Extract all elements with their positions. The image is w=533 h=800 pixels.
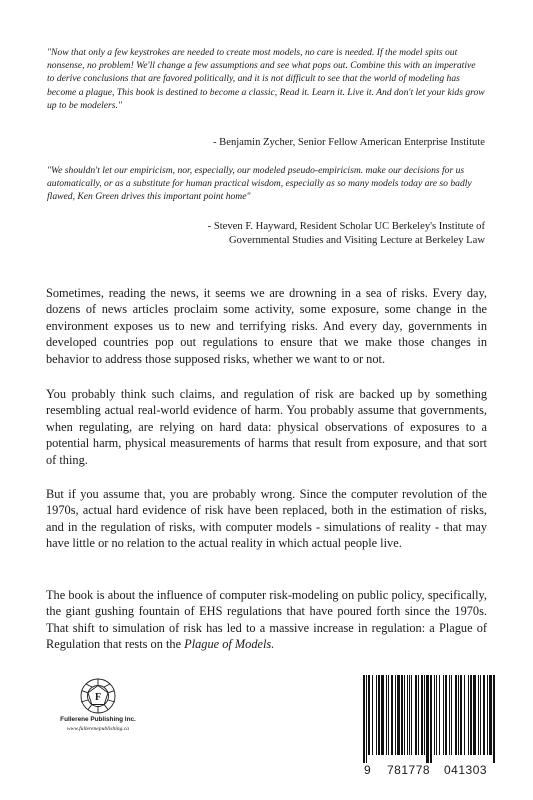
publisher-name: Fullerene Publishing Inc. (60, 716, 136, 723)
body-paragraph-4-italic: Plague of Models. (184, 637, 275, 652)
body-paragraph-3: But if you assume that, you are probably wrong. Since the computer revolution of the 1970s, actual hard evidence of risk have been replaced, both in the estimation of risks, and in the regulation of risks, with computer models - simulations of reality - that may have little or no relation to the actual reality in which actual people live. (46, 487, 487, 551)
body-paragraph-4-text: The book is about the influence of computer risk-modeling on public policy, specifically, the giant gushing fountain of EHS regulations that have poured forth since the 1970s. That shift to simulation of risk has led to a massive increase in regulation: a Plague of Regulation that rests on the (46, 588, 487, 652)
blurb-attribution-hayward (105, 220, 485, 247)
body-paragraph-2: You probably think such claims, and regulation of risk are backed up by something resembling actual real-world evidence of harm. You probably assume that governments, when regulating, are relying on hard data: physical observations of exposures to a potential harm, physical measurements of harms that result from exposure, and that sort of thing. (46, 387, 487, 467)
barcode-digit-prefix: 9 (364, 763, 372, 777)
barcode-digits-right: 041303 (444, 763, 488, 777)
blurb-quote-zycher: "Now that only a few keystrokes are needed to create most models, no care is needed. If the model spits out nonsense, no problem! We'll change a few assumptions and see what pops out. Combine this with an imperative to derive conclusions that are favored politically, and it is not difficult to see that the world of modeling has become a plague, This book is destined to become a classic, Read it. Learn it. Live it. And don't let your kids grow up to be modelers." (47, 47, 485, 111)
body-paragraph-4 (46, 587, 487, 653)
publisher-logo-icon (58, 676, 138, 746)
publisher-logo-letter: F (94, 692, 102, 703)
isbn-barcode (352, 667, 507, 790)
publisher-url: www.fullerenepublishing.ca (66, 726, 130, 732)
blurb-quote-hayward: "We shouldn't let our empiricism, nor, especially, our modeled pseudo-empiricism. make our decisions for us automatically, or as a substitute for human practical wisdom, especially as so many models today are so badly flawed, Ken Green drives this important point home" (47, 165, 472, 203)
body-paragraph-1: Sometimes, reading the news, it seems we are drowning in a sea of risks. Every day, dozens of news articles proclaim some activity, some exposure, some change in the environment exposes us to new and terrifying risks. And every day, governments in developed countries pop out regulations to ensure that we make those changes in behavior to address those supposed risks, whether we want to or not. (46, 286, 487, 366)
barcode-bars-icon (359, 675, 501, 763)
attribution-line-2: Governmental Studies and Visiting Lecture at Berkeley Law (229, 234, 485, 246)
attribution-line-1: - Steven F. Hayward, Resident Scholar UC Berkeley's Institute of (207, 221, 485, 232)
barcode-digits-left: 781778 (387, 763, 431, 777)
blurb-attribution-zycher: - Benjamin Zycher, Senior Fellow American Enterprise Institute (213, 137, 485, 148)
